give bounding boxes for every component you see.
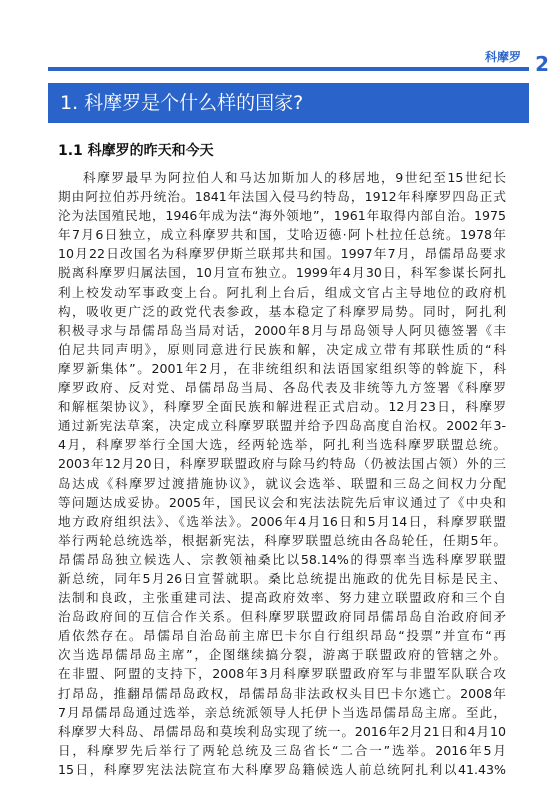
text-line: 利上校发动军事政变上台。阿扎利上台后，组成文官占主导地位的政府机 xyxy=(58,284,506,300)
text-line: 法制和良政，主张重建司法、提高政府效率、努力建立联盟政府和三个自 xyxy=(58,590,506,606)
text-line: 脱离科摩罗归属法国，10月宣布独立。1999年4月30日，科军参谋长阿扎 xyxy=(58,265,506,281)
text-line: 打昂岛，推翻昂儒昂岛政权，昂儒昂岛非法政权头目巴卡尔逃亡。2008年 xyxy=(58,685,506,701)
text-line: 2003年12月20日，科摩罗联盟政府与除马约特岛（仍被法国占领）外的三 xyxy=(58,456,506,472)
text-line: 盾依然存在。昂儒昂自治岛前主席巴卡尔自行组织昂岛“投票”并宣布“再 xyxy=(58,628,506,644)
text-line: 10月22日改国名为科摩罗伊斯兰联邦共和国。1997年7月，昂儒昂岛要求 xyxy=(58,246,506,262)
text-line: 次当选昂儒昂岛主席”，企图继续搞分裂，游离于联盟政府的管辖之外。 xyxy=(58,647,506,663)
text-line: 治岛政府间的互信合作关系。但科摩罗联盟政府同昂儒昂岛自治政府间矛 xyxy=(58,609,506,625)
body-paragraph xyxy=(58,168,506,779)
text-line: 和解框架协议》，科摩罗全面民族和解进程正式启动。12月23日，科摩罗 xyxy=(58,399,506,415)
text-line: 沦为法国殖民地，1946年成为法“海外领地”，1961年取得内部自治。1975 xyxy=(58,208,506,224)
text-line: 在非盟、阿盟的支持下，2008年3月科摩罗联盟政府军与非盟军队联合攻 xyxy=(58,666,506,682)
text-line: 摩罗政府、反对党、昂儒昂岛当局、各岛代表及非统等九方签署《科摩罗 xyxy=(58,380,506,396)
text-line: 岛达成《科摩罗过渡措施协议》，就议会选举、联盟和三岛之间权力分配 xyxy=(58,475,506,491)
chapter-title: 1. 科摩罗是个什么样的国家? xyxy=(48,83,529,123)
text-line: 日，科摩罗先后举行了两轮总统及三岛省长“二合一”选举。2016年5月 xyxy=(58,742,506,758)
text-line: 年7月6日独立，成立科摩罗共和国，艾哈迈德·阿卜杜拉任总统。1978年 xyxy=(58,227,506,243)
running-title: 科摩罗 xyxy=(484,50,521,64)
text-line: 15日，科摩罗宪法法院宣布大科摩罗岛籍候选人前总统阿扎利以41.43% xyxy=(58,761,506,777)
text-line: 通过新宪法草案，决定成立科摩罗联盟并给予四岛高度自治权。2002年3- xyxy=(58,418,506,434)
text-line: 举行两轮总统选举，根据新宪法，科摩罗联盟总统由各岛轮任，任期5年。 xyxy=(58,532,506,548)
page-number: 2 xyxy=(535,52,549,76)
text-line: 期由阿拉伯苏丹统治。1841年法国入侵马约特岛，1912年科摩罗四岛正式 xyxy=(58,189,506,205)
text-line: 伯尼共同声明》，原则同意进行民族和解，决定成立带有邦联性质的“科 xyxy=(58,341,506,357)
text-line: 昂儒昂岛独立候选人、宗教领袖桑比以58.14%的得票率当选科摩罗联盟 xyxy=(58,551,506,567)
header-rule xyxy=(48,67,529,71)
text-line: 科摩罗最早为阿拉伯人和马达加斯加人的移居地，9世纪至15世纪长 xyxy=(83,170,506,185)
text-line: 科摩罗大科岛、昂儒昂岛和莫埃利岛实现了统一。2016年2月21日和4月10 xyxy=(58,723,506,739)
text-line: 新总统，同年5月26日宣誓就职。桑比总统提出施政的优先目标是民主、 xyxy=(58,570,506,586)
section-title: 1.1 科摩罗的昨天和今天 xyxy=(58,143,214,159)
text-line: 4月，科摩罗举行全国大选，经两轮选举，阿扎利当选科摩罗联盟总统。 xyxy=(58,437,506,453)
text-line: 地方政府组织法》、《选举法》。2006年4月16日和5月14日，科摩罗联盟 xyxy=(58,513,506,529)
text-line: 摩罗新集体”。2001年2月，在非统组织和法语国家组织等的斡旋下，科 xyxy=(58,360,506,376)
text-line: 积极寻求与昂儒昂岛当局对话，2000年8月与昂岛领导人阿贝德签署《丰 xyxy=(58,322,506,338)
text-line: 构，吸收更广泛的政党代表参政，基本稳定了科摩罗局势。同时，阿扎利 xyxy=(58,303,506,319)
text-line: 等问题达成妥协。2005年，国民议会和宪法法院先后审议通过了《中央和 xyxy=(58,494,506,510)
text-line: 7月昂儒昂岛通过选举，亲总统派领导人托伊卜当选昂儒昂岛主席。至此， xyxy=(58,704,506,720)
